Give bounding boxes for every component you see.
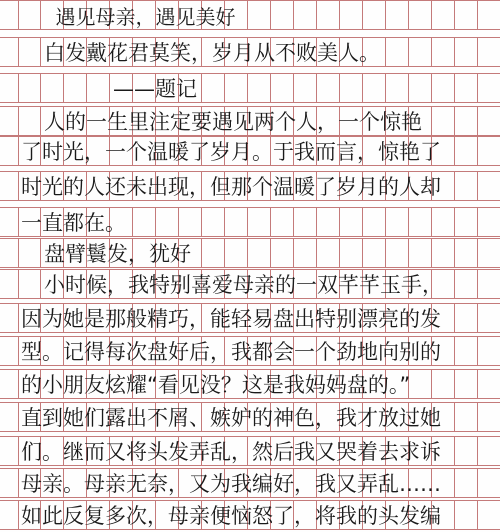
grid-cell [18,269,41,299]
grid-cell [455,269,478,299]
grid-row-p1-l2 [0,136,500,166]
grid-cell [202,207,225,237]
grid-cell [455,171,478,201]
grid-cell [317,238,340,268]
grid-cell [455,37,478,67]
grid-cell [409,238,432,268]
grid-cell [432,0,455,30]
grid-cell [225,238,248,268]
grid-cell [271,207,294,237]
grid-cell [455,468,478,498]
grid-cell [455,136,478,166]
grid-row-p2-l4 [0,369,500,399]
grid-cell [409,207,432,237]
grid-cell [340,73,363,103]
grid-cell [248,207,271,237]
grid-cell [363,238,386,268]
line-text-attribution: ——题记 [113,77,197,101]
grid-cell [432,207,455,237]
grid-cell [41,73,64,103]
grid-cell [455,402,478,432]
grid-row-p2-l6 [0,436,500,466]
line-text-p2-l3: 型。记得每次盘好后，我都会一个劲地向别的 [21,340,441,364]
grid-cell [340,0,363,30]
grid-cell [455,0,478,30]
grid-row-p1-l1 [0,106,500,136]
grid-cell [294,0,317,30]
grid-cell [179,207,202,237]
line-text-title: 遇见母亲，遇见美好 [55,4,236,29]
grid-cell [271,73,294,103]
grid-cell [455,207,478,237]
grid-row-attribution [0,73,500,103]
grid-cell [317,0,340,30]
grid-cell [18,106,41,136]
line-text-p2-l4: 的小朋友炫耀“看见没？这是我妈妈盘的。” [21,373,411,397]
line-text-p1-l3: 时光的人还未出现，但那个温暖了岁月的人却 [21,175,441,199]
grid-cell [386,37,409,67]
grid-cell [18,73,41,103]
line-text-epigraph: 白发戴花君莫笑，岁月从不败美人。 [44,41,380,65]
grid-cell [409,73,432,103]
grid-row-p2-l1 [0,269,500,299]
grid-cell [363,0,386,30]
grid-cell [386,73,409,103]
grid-cell [294,73,317,103]
line-text-p2-l2: 因为她是那般精巧，能轻易盘出特别漂亮的发 [21,307,441,331]
line-text-p2-l8: 如此反复多次，母亲便恼怒了，将我的头发编 [21,504,441,528]
grid-row-p2-l5 [0,402,500,432]
line-text-p2-l6: 们。继而又将头发弄乱，然后我又哭着去求诉 [21,440,441,464]
grid-cell [386,0,409,30]
grid-cell [363,73,386,103]
grid-cell [432,238,455,268]
grid-cell [317,207,340,237]
line-text-p1-l2: 了时光，一个温暖了岁月。于我而言，惊艳了 [21,140,441,164]
line-text-p2-l5: 直到她们露出不屑、嫉妒的神色，我才放过她 [21,406,441,430]
grid-cell [225,73,248,103]
grid-row-p2-l7 [0,468,500,498]
grid-cell [409,369,432,399]
grid-row-p2-l3 [0,336,500,366]
grid-cell [271,0,294,30]
grid-cell [18,238,41,268]
grid-cell [432,106,455,136]
grid-cell [18,37,41,67]
grid-cell [156,207,179,237]
grid-cell [409,37,432,67]
grid-cell [455,303,478,333]
grid-cell [248,73,271,103]
grid-cell [455,500,478,530]
grid-cell [455,73,478,103]
grid-cell [455,369,478,399]
grid-cell [225,207,248,237]
grid-cell [455,336,478,366]
line-text-p1-l4: 一直都在。 [21,211,126,235]
grid-cell [18,0,41,30]
grid-cell [455,238,478,268]
grid-cell [386,238,409,268]
grid-cell [455,106,478,136]
grid-row-epigraph [0,37,500,67]
grid-cell [294,207,317,237]
grid-cell [202,73,225,103]
grid-cell [64,73,87,103]
line-text-p2-l7: 母亲。母亲无奈，又为我编好，我又弄乱…… [21,472,441,496]
grid-row-title [0,0,500,30]
grid-cell [340,207,363,237]
grid-cell [340,238,363,268]
grid-cell [294,238,317,268]
grid-cell [248,238,271,268]
grid-row-p2-l8 [0,500,500,530]
line-text-sub1: 盘臂鬟发，犹好 [44,242,191,266]
grid-row-p2-l2 [0,303,500,333]
grid-cell [248,0,271,30]
line-text-p1-l1: 人的一生里注定要遇见两个人，一个惊艳 [44,110,422,134]
grid-cell [386,207,409,237]
grid-cell [363,207,386,237]
grid-cell [317,73,340,103]
grid-cell [432,369,455,399]
grid-row-p1-l3 [0,171,500,201]
grid-cell [432,73,455,103]
grid-cell [455,436,478,466]
line-text-p2-l1: 小时候，我特别喜爱母亲的一双芊芊玉手， [44,273,443,297]
grid-cell [271,238,294,268]
grid-cell [409,0,432,30]
grid-cell [87,73,110,103]
grid-row-sub1 [0,238,500,268]
grid-cell [202,238,225,268]
grid-row-p1-l4 [0,207,500,237]
grid-cell [432,37,455,67]
grid-cell [133,207,156,237]
